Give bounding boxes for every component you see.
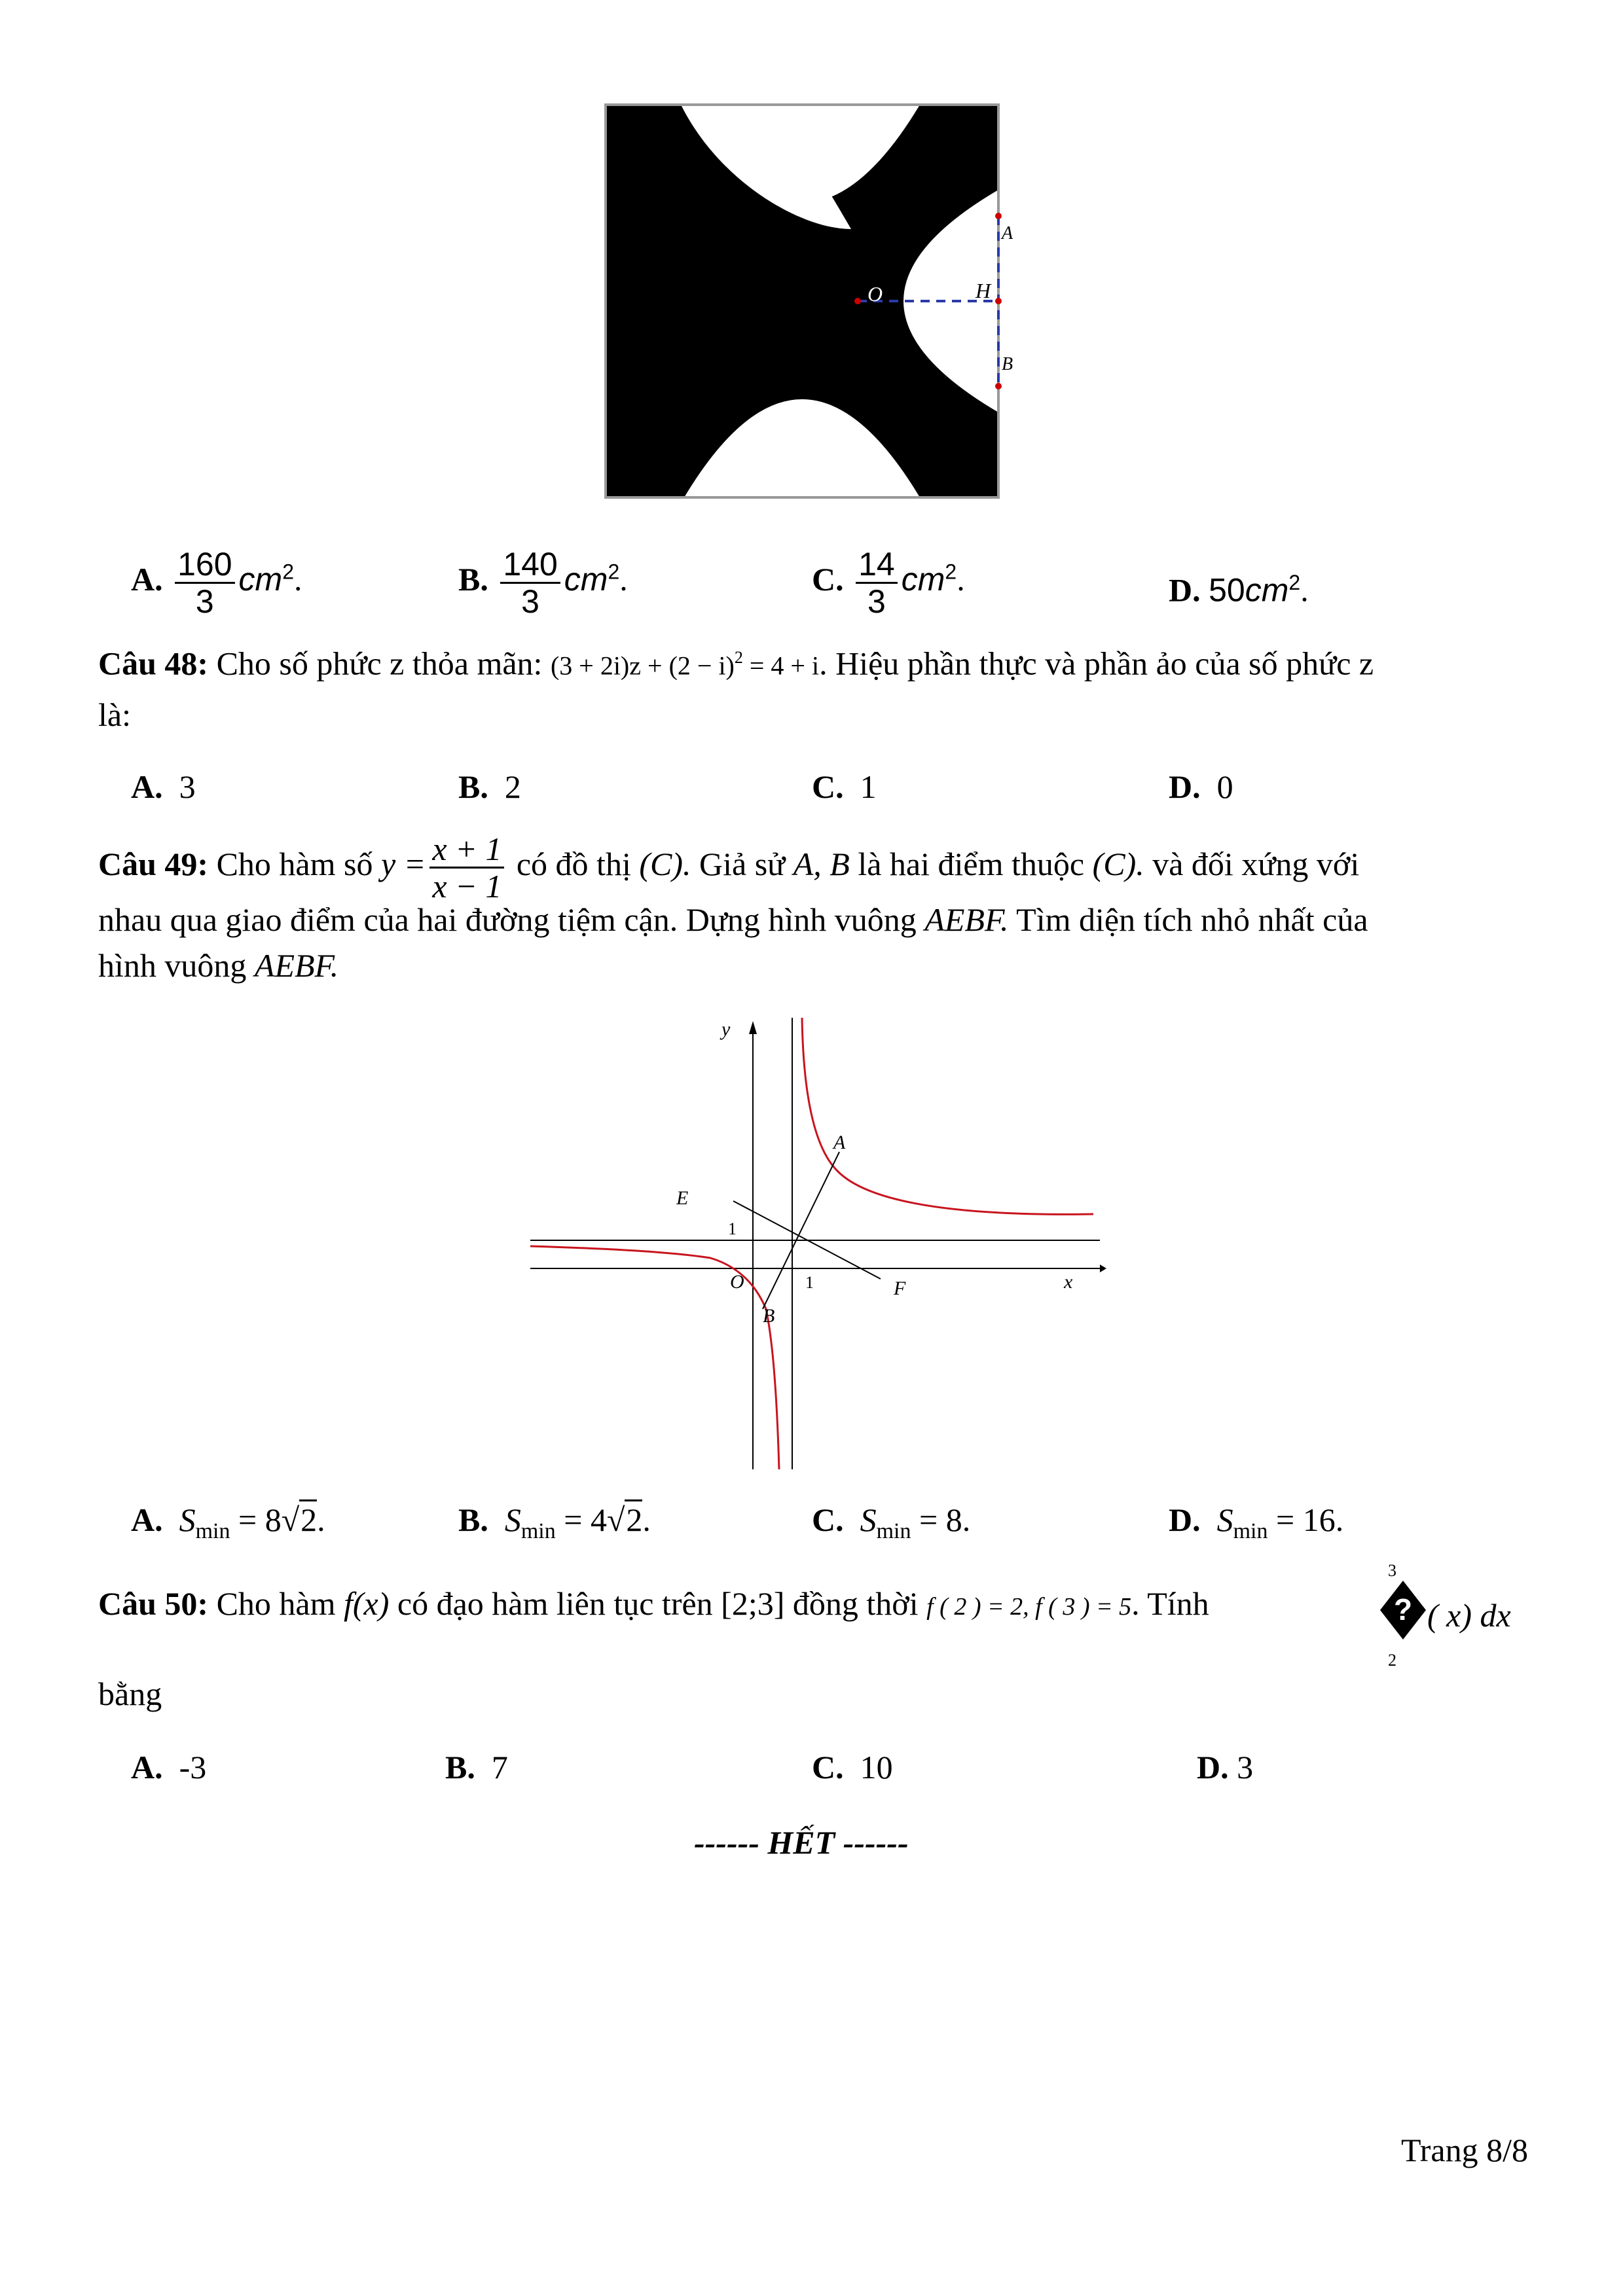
question-number: Câu 50: — [98, 1585, 209, 1622]
q50-option-b[interactable]: B. 7 — [445, 1749, 508, 1785]
q47-label-b: B — [1002, 354, 1013, 374]
q50-integrand: ( x) dx — [1427, 1597, 1511, 1634]
option-label: A. — [131, 560, 163, 598]
fraction: $\frac{14}{3}$ — [856, 547, 898, 619]
q49-question-line2: nhau qua giao điểm của hai đường tiệm cận. Dựng hình vuông AEBF. Tìm diện tích nhỏ nhất của — [98, 901, 1368, 938]
q47-label-o: O — [867, 282, 883, 306]
question-number: Câu 49: — [98, 845, 209, 882]
q48-question-line2: là: — [98, 696, 131, 733]
q50-question: Câu 50: Cho hàm f(x) có đạo hàm liên tục trên [2;3] đồng thời f ( 2 ) = 2, f ( 3 ) = 5. Tính — [98, 1585, 1209, 1622]
q47-label-h: H — [976, 279, 991, 302]
graph-label-f: F — [894, 1278, 906, 1299]
q47-option-c[interactable]: C. $\frac{14}{3}$ $cm^2$. — [812, 546, 965, 620]
fraction: $\frac{160}{3}$ — [175, 547, 234, 619]
q48-question: Câu 48: Cho số phức z thỏa mãn: $(3 + 2i)z + (2 - i)^2 = 4 + i$. Hiệu phần thực và phần ảo của số phức z — [98, 645, 1374, 682]
graph-label-one-y: 1 — [728, 1219, 737, 1238]
graph-label-one-x: 1 — [805, 1273, 814, 1292]
segment-ab — [763, 1152, 839, 1309]
q50-integral-upper: 3 — [1388, 1561, 1396, 1580]
q50-option-d[interactable]: D. 3 — [1197, 1749, 1254, 1785]
svg-text:?: ? — [1393, 1592, 1413, 1626]
graph-label-o: O — [730, 1271, 744, 1293]
q49-option-a[interactable]: A. $S_{min} = 8√2$. — [131, 1500, 325, 1551]
option-label: D. — [1169, 571, 1201, 609]
graph-label-b: B — [763, 1305, 775, 1327]
page-number: Trang 8/8 — [1401, 2132, 1529, 2168]
missing-glyph-icon — [1380, 1581, 1426, 1640]
q49-option-d[interactable]: D. $S_{min} = 16$. — [1169, 1501, 1344, 1543]
end-text: ------ HẾT ------ — [694, 1824, 909, 1861]
q50-question-line2: bằng — [98, 1676, 162, 1712]
q47-option-d[interactable]: D. $50cm^2$. — [1169, 571, 1309, 609]
q49-question-line3: hình vuông AEBF. — [98, 947, 339, 984]
q48-equation: (3 + 2i)z + (2 − i) — [550, 651, 735, 681]
hyperbola-right-branch — [802, 1018, 1093, 1214]
q49-option-c[interactable]: C. $S_{min} = 8$. — [812, 1501, 971, 1543]
q50-option-c[interactable]: C. 10 — [812, 1749, 893, 1785]
graph-label-x: x — [1064, 1271, 1073, 1293]
option-label: B. — [458, 560, 488, 598]
q47-option-b[interactable]: B. $\frac{140}{3}$ $cm^2$. — [458, 546, 628, 620]
q48-option-a[interactable]: A. 3 — [131, 768, 196, 805]
q50-option-a[interactable]: A. -3 — [131, 1749, 207, 1785]
q50-integral-lower: 2 — [1388, 1651, 1396, 1670]
q48-option-d[interactable]: D. 0 — [1169, 768, 1233, 805]
q49-option-b[interactable]: B. $S_{min} = 4√2$. — [458, 1500, 651, 1551]
q47-option-a[interactable]: A. $\frac{160}{3}$ $cm^2$. — [131, 546, 302, 620]
graph-label-e: E — [676, 1187, 689, 1209]
q48-option-c[interactable]: C. 1 — [812, 768, 877, 805]
q49-graph — [530, 1014, 1106, 1473]
fraction: $\frac{140}{3}$ — [500, 547, 560, 619]
question-number: Câu 48: — [98, 645, 209, 682]
q47-figure — [606, 105, 1012, 497]
q47-label-a: A — [1002, 223, 1013, 243]
q49-question: Câu 49: Cho hàm số y = $\frac{x + 1}{x - 1}$ có đồ thị (C). Giả sử A, B là hai điểm thuộc (C). và đối xứng với — [98, 831, 1360, 905]
q48-option-b[interactable]: B. 2 — [458, 768, 521, 805]
q49-fraction: $\frac{x + 1}{x - 1}$ — [429, 831, 504, 904]
graph-label-a: A — [833, 1132, 846, 1153]
graph-label-y: y — [721, 1018, 731, 1040]
option-label: C. — [812, 560, 844, 598]
